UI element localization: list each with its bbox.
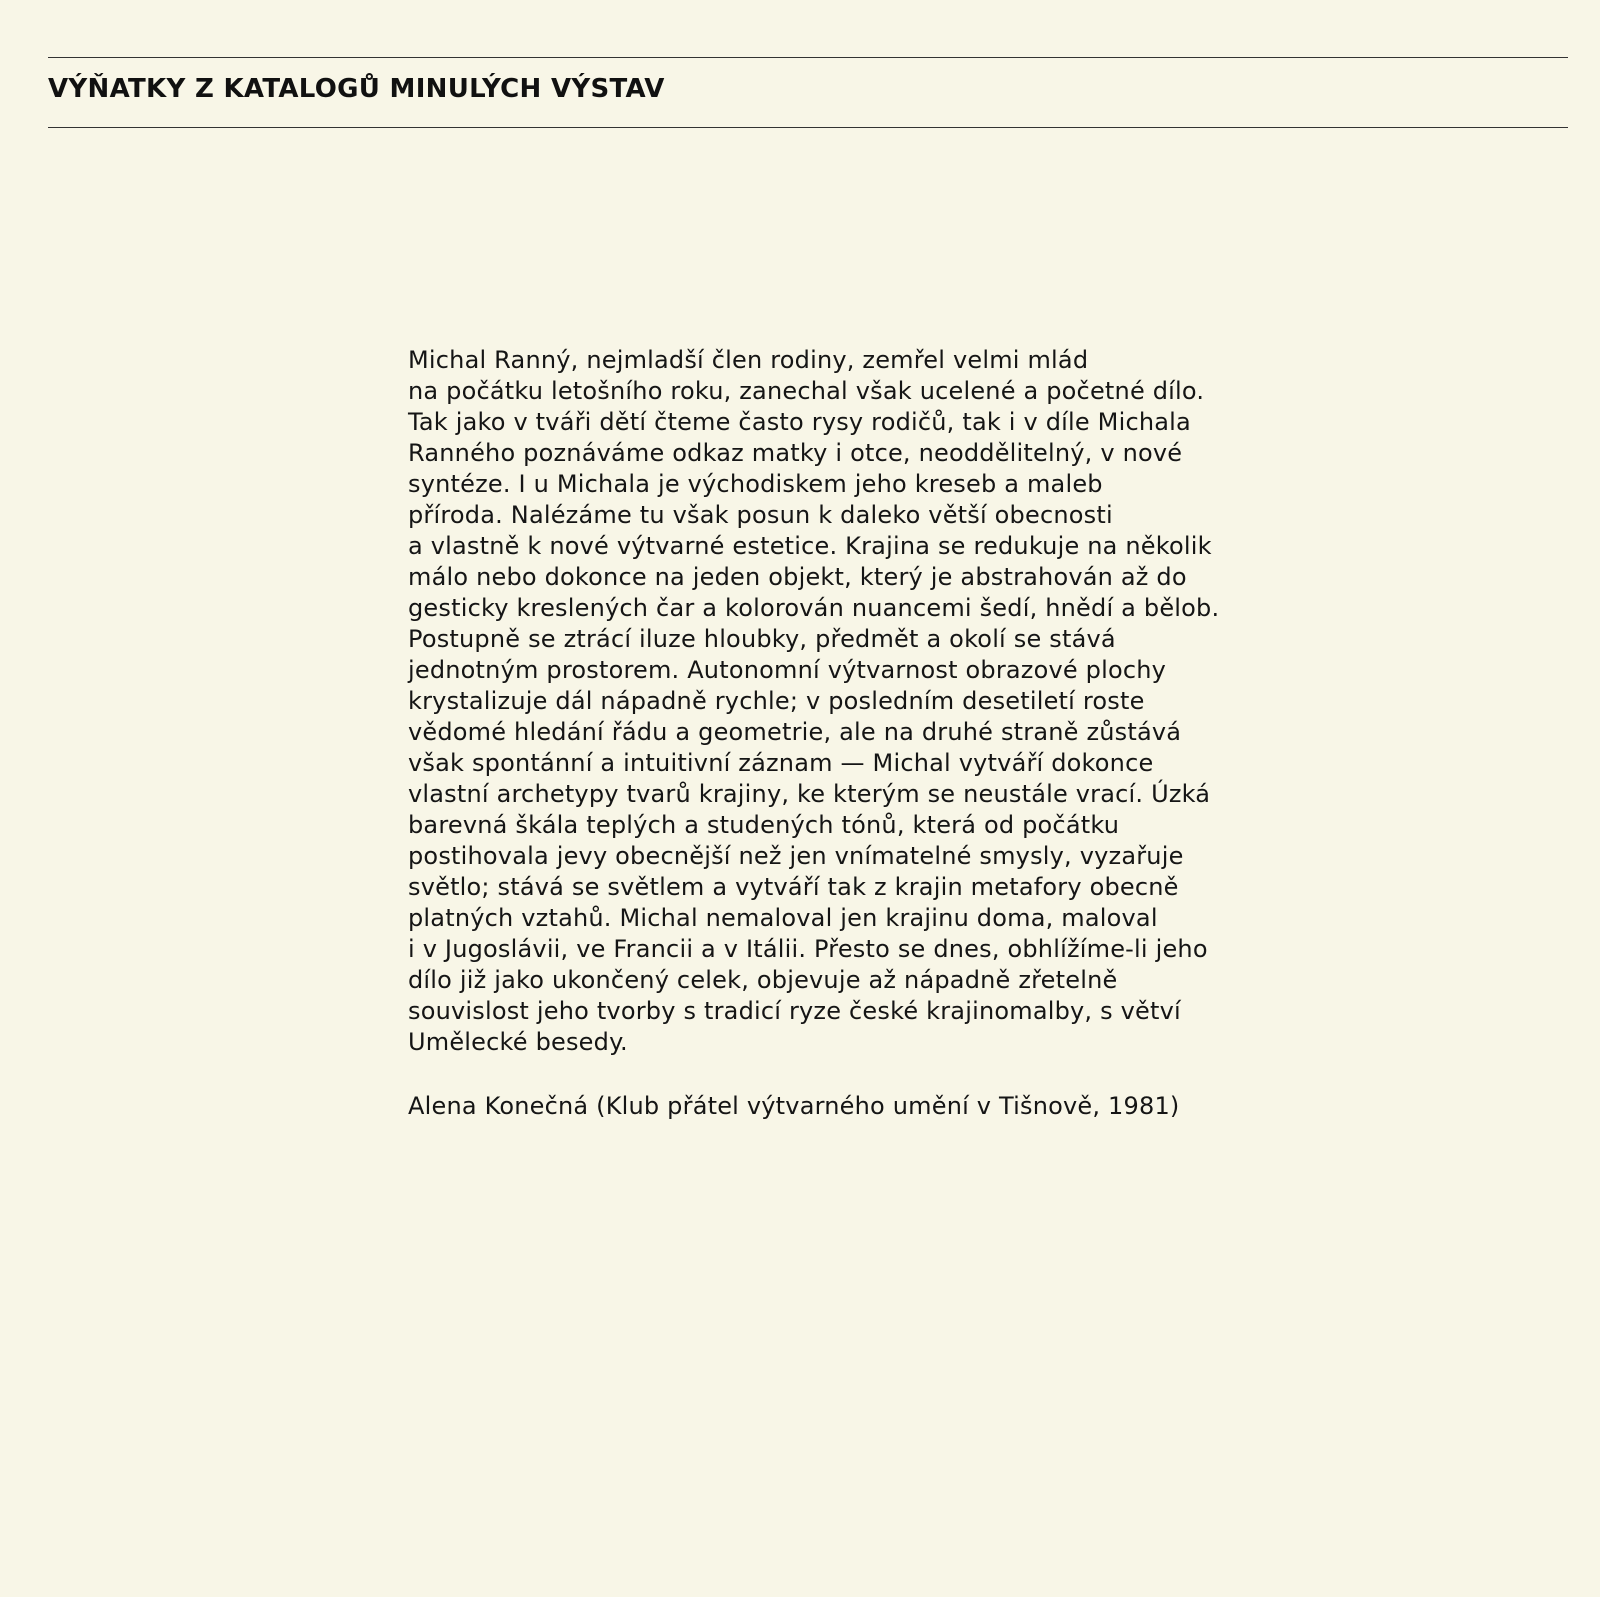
- text-line: příroda. Nalézáme tu však posun k daleko větší obecnosti: [408, 501, 1113, 529]
- text-line: světlo; stává se světlem a vytváří tak z krajin metafory obecně: [408, 873, 1179, 901]
- text-line: vědomé hledání řádu a geometrie, ale na druhé straně zůstává: [408, 718, 1182, 746]
- article-body: [408, 345, 1308, 1058]
- text-line: a vlastně k nové výtvarné estetice. Krajina se redukuje na několik: [408, 532, 1212, 560]
- text-line: gesticky kreslených čar a kolorován nuancemi šedí, hnědí a bělob.: [408, 594, 1220, 622]
- text-line: Umělecké besedy.: [408, 1028, 628, 1056]
- text-line: i v Jugoslávii, ve Francii a v Itálii. Přesto se dnes, obhlížíme-li jeho: [408, 935, 1208, 963]
- text-line: jednotným prostorem. Autonomní výtvarnost obrazové plochy: [408, 656, 1167, 684]
- text-line: vlastní archetypy tvarů krajiny, ke kterým se neustále vrací. Úzká: [408, 780, 1211, 808]
- text-line: souvislost jeho tvorby s tradicí ryze české krajinomalby, s větví: [408, 997, 1181, 1025]
- text-line: Michal Ranný, nejmladší člen rodiny, zemřel velmi mlád: [408, 346, 1089, 374]
- text-line: syntéze. I u Michala je východiskem jeho kreseb a maleb: [408, 470, 1103, 498]
- top-rule: [48, 57, 1568, 58]
- text-line: platných vztahů. Michal nemaloval jen krajinu doma, maloval: [408, 904, 1158, 932]
- text-line: dílo již jako ukončený celek, objevuje až nápadně zřetelně: [408, 966, 1118, 994]
- author-attribution: Alena Konečná (Klub přátel výtvarného umění v Tišnově, 1981): [408, 1092, 1180, 1120]
- text-line: Postupně se ztrácí iluze hloubky, předmět a okolí se stává: [408, 625, 1116, 653]
- section-title: VÝŇATKY Z KATALOGŮ MINULÝCH VÝSTAV: [48, 74, 665, 104]
- text-line: málo nebo dokonce na jeden objekt, který je abstrahován až do: [408, 563, 1187, 591]
- text-line: na počátku letošního roku, zanechal však ucelené a početné dílo.: [408, 377, 1205, 405]
- text-line: barevná škála teplých a studených tónů, která od počátku: [408, 811, 1120, 839]
- text-line: Ranného poznáváme odkaz matky i otce, neoddělitelný, v nové: [408, 439, 1183, 467]
- header-underline-rule: [48, 127, 1568, 128]
- text-line: Tak jako v tváři dětí čteme často rysy rodičů, tak i v díle Michala: [408, 408, 1191, 436]
- text-line: postihovala jevy obecnější než jen vnímatelné smysly, vyzařuje: [408, 842, 1184, 870]
- text-line: krystalizuje dál nápadně rychle; v posledním desetiletí roste: [408, 687, 1145, 715]
- text-line: však spontánní a intuitivní záznam — Michal vytváří dokonce: [408, 749, 1154, 777]
